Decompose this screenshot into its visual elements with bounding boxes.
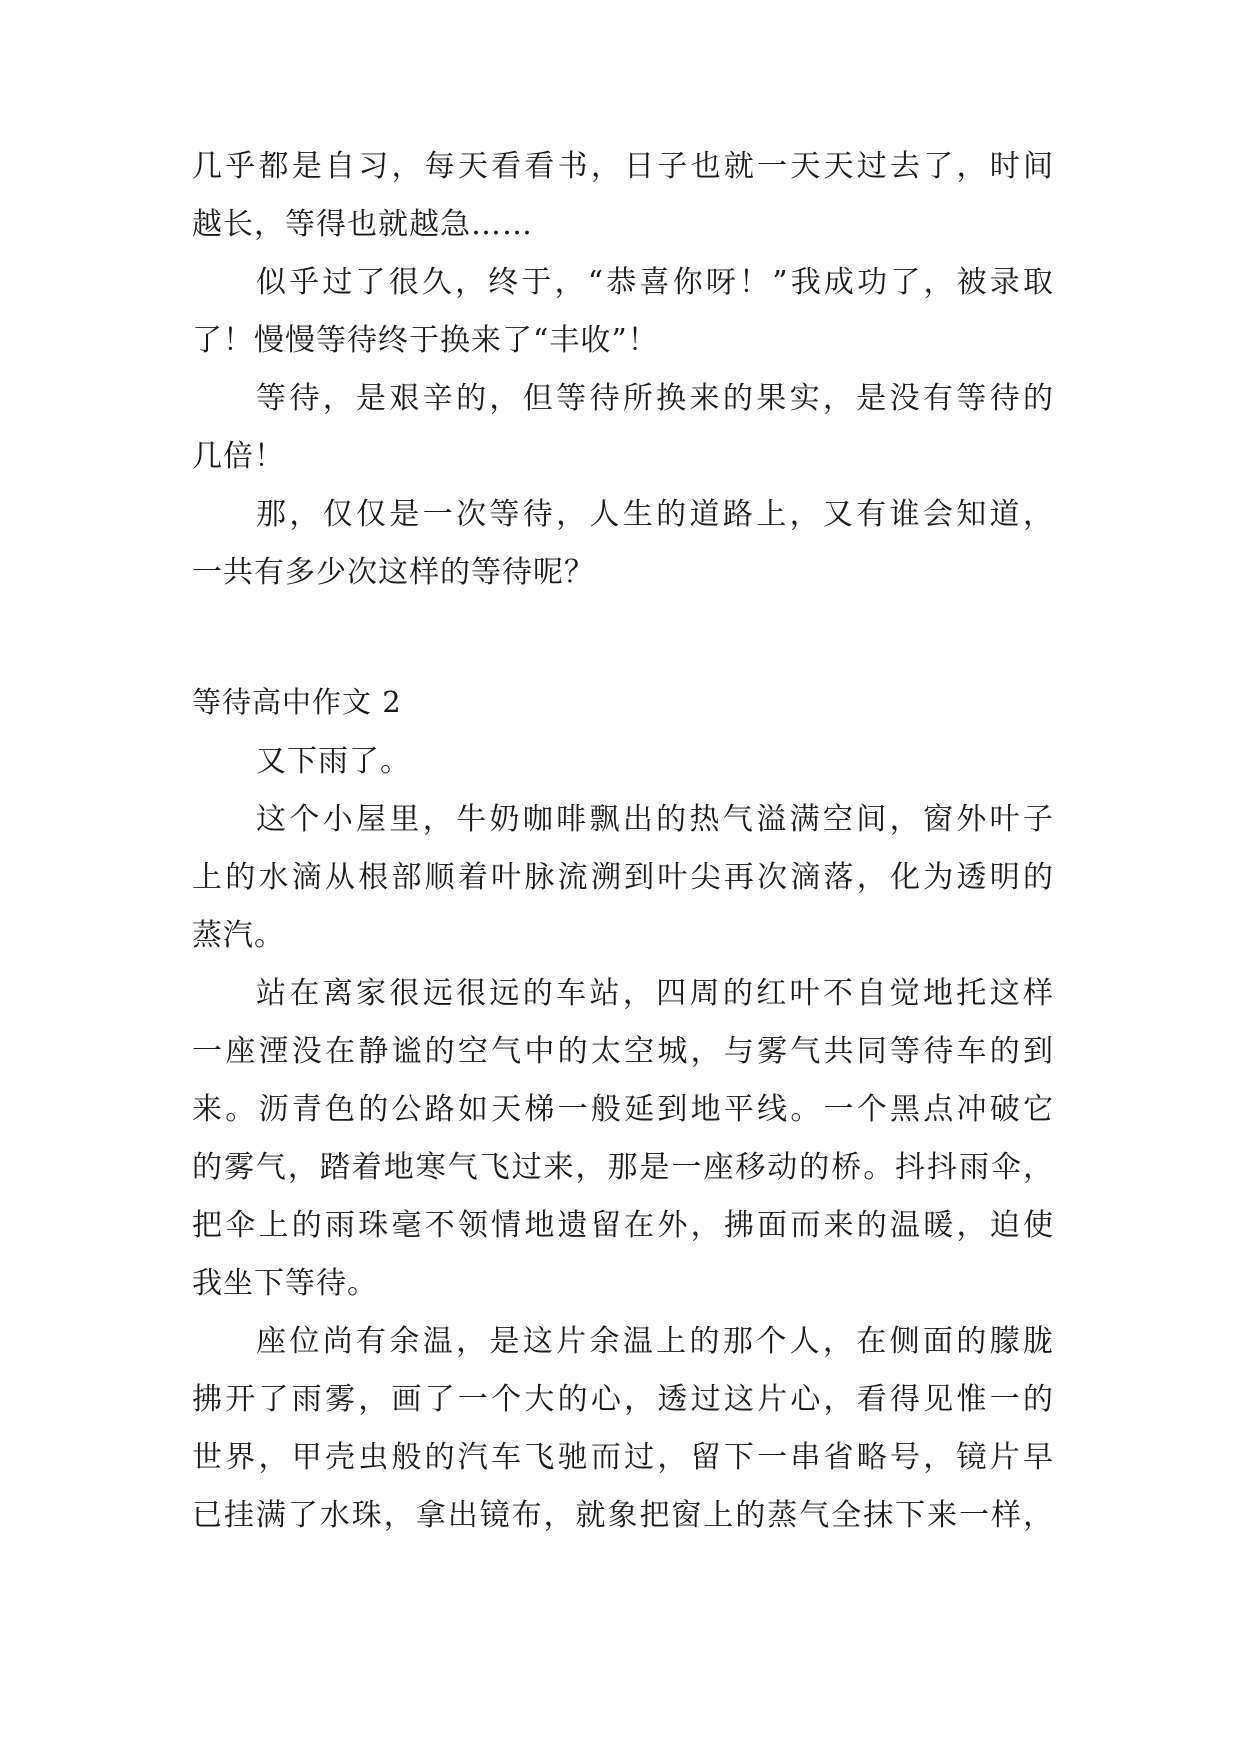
paragraph-line: 把伞上的雨珠毫不领情地遗留在外，拂面而来的温暖，迫使 bbox=[192, 1208, 1054, 1243]
paragraph-line: 世界，甲壳虫般的汽车飞驰而过，留下一串省略号，镜片早 bbox=[192, 1440, 1054, 1475]
paragraph-line: 蒸汽。 bbox=[192, 918, 285, 953]
paragraph-line: 来。沥青色的公路如天梯一般延到地平线。一个黑点冲破它 bbox=[192, 1092, 1054, 1127]
paragraph-line: 越长，等得也就越急…… bbox=[192, 207, 533, 242]
paragraph-line: 我坐下等待。 bbox=[192, 1266, 378, 1301]
paragraph-line: 一共有多少次这样的等待呢？ bbox=[192, 555, 595, 590]
paragraph-line: 几倍！ bbox=[192, 439, 285, 474]
paragraph-line: 拂开了雨雾，画了一个大的心，透过这片心，看得见惟一的 bbox=[192, 1382, 1054, 1417]
paragraph-line: 一座湮没在静谧的空气中的太空城，与雾气共同等待车的到 bbox=[192, 1034, 1054, 1069]
paragraph-line: 了！慢慢等待终于换来了“丰收”！ bbox=[192, 323, 659, 358]
paragraph-line: 已挂满了水珠，拿出镜布，就象把窗上的蒸气全抹下来一样， bbox=[192, 1498, 1054, 1533]
paragraph-line: 站在离家很远很远的车站，四周的红叶不自觉地托这样 bbox=[256, 976, 1054, 1011]
paragraph-line: 上的水滴从根部顺着叶脉流溯到叶尖再次滴落，化为透明的 bbox=[192, 860, 1054, 895]
section-2-body bbox=[192, 733, 1054, 1545]
paragraph-line: 又下雨了。 bbox=[256, 744, 411, 779]
essay-heading: 等待高中作文 2 bbox=[192, 685, 402, 719]
paragraph-line: 等待，是艰辛的，但等待所换来的果实，是没有等待的 bbox=[256, 381, 1054, 416]
paragraph-line: 座位尚有余温，是这片余温上的那个人，在侧面的朦胧 bbox=[256, 1324, 1054, 1359]
paragraph-line: 几乎都是自习，每天看看书，日子也就一天天过去了，时间 bbox=[192, 149, 1054, 184]
section-1-body bbox=[192, 138, 1054, 602]
paragraph-line: 这个小屋里，牛奶咖啡飘出的热气溢满空间，窗外叶子 bbox=[256, 802, 1054, 837]
paragraph-line: 那，仅仅是一次等待，人生的道路上，又有谁会知道， bbox=[256, 497, 1054, 532]
paragraph-line: 的雾气，踏着地寒气飞过来，那是一座移动的桥。抖抖雨伞， bbox=[192, 1150, 1054, 1185]
paragraph-line: 似乎过了很久，终于，“恭喜你呀！”我成功了，被录取 bbox=[256, 265, 1054, 300]
